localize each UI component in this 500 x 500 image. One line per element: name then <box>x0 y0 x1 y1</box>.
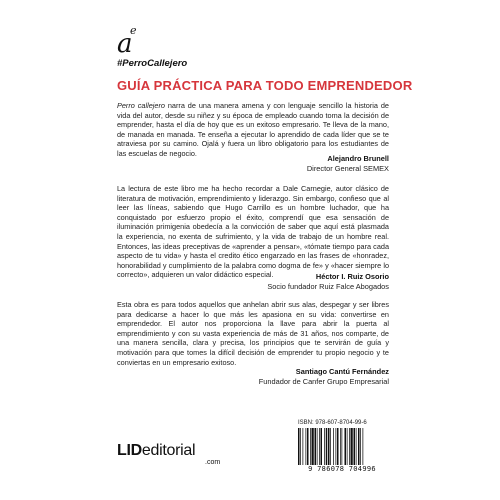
reviewer-role: Director General SEMEX <box>306 164 389 173</box>
barcode-bar <box>319 428 320 466</box>
barcode-bar <box>328 428 330 466</box>
reviewer-role: Socio fundador Ruiz Falce Abogados <box>267 282 389 291</box>
review-signature-2 <box>267 272 389 292</box>
publisher-logo <box>117 442 195 460</box>
reviewer-name: Santiago Cantú Fernández <box>295 367 389 376</box>
headline: GUÍA PRÁCTICA PARA TODO EMPRENDEDOR <box>117 78 413 93</box>
reviewer-name: Alejandro Brunell <box>327 154 389 163</box>
barcode-bar <box>324 428 325 466</box>
barcode-bar <box>303 428 304 466</box>
publisher-logo-lid: LID <box>117 442 142 459</box>
barcode-bar <box>336 428 337 466</box>
monogram-glyph: a <box>117 29 133 56</box>
publisher-logo-editorial: editorial <box>141 442 196 459</box>
barcode-bar <box>356 428 357 466</box>
publisher-logo-com: .com <box>205 459 221 466</box>
reviewer-role: Fundador de Canfer Grupo Empresarial <box>258 377 389 386</box>
barcode-bar <box>354 428 356 466</box>
barcode-bar <box>349 428 350 466</box>
isbn-label: ISBN: 978-607-8704-99-6 <box>298 420 367 426</box>
review-body: narra de una manera amena y con lenguaje sencillo la historia de vida del autor, desde su niñez y su época de empleado cuando toma la decisión de emprender, hasta el día de hoy que es un exitoso empresario. Te lleva de la mano, de manada en manada. Te enseña a ejecutar lo aprendido de cada líder que se te atraviesa por su camino. Ojalá y fuera un libro obligatorio para los estudiantes de las escuelas de negocio. <box>117 101 389 158</box>
review-body: Esta obra es para todos aquellos que anhelan abrir sus alas, despegar y ser libres para dedicarse a hacer lo que más les apasiona en su vida: convertirse en emprendedor. El autor nos proporciona la llave para abrir la puerta al emprendimiento y con su vasta experiencia de más de 31 años, nos comparte, de una manera sencilla, clara y precisa, los principios que te servirán de guía y motivación para que tomes la difícil decisión de emprender tu propio negocio y te conviertas en un empresario exitoso. <box>117 300 389 367</box>
barcode-bar <box>337 428 339 466</box>
barcode-bar <box>326 428 328 466</box>
publisher-monogram-icon <box>117 22 139 56</box>
barcode-bar <box>321 428 323 466</box>
hashtag: #PerroCallejero <box>117 58 188 69</box>
review-text-3 <box>117 300 389 367</box>
barcode-bar <box>333 428 334 466</box>
barcode-bar <box>310 428 311 466</box>
barcode-bar <box>315 428 317 466</box>
reviewer-name: Héctor I. Ruiz Osorio <box>315 272 389 281</box>
barcode-bar <box>363 428 364 466</box>
barcode-digits: 9 786078 704996 <box>296 465 388 473</box>
barcode-bar <box>312 428 314 466</box>
review-signature-1 <box>307 154 389 174</box>
barcode-bar <box>360 428 361 466</box>
barcode-bar <box>347 428 348 466</box>
barcode-bar <box>300 428 301 466</box>
barcode-bar <box>340 428 341 466</box>
barcode-bar <box>330 428 331 466</box>
review-text-2 <box>117 184 389 280</box>
review-body: La lectura de este libro me ha hecho recordar a Dale Carnegie, autor clásico de literatura de motivación, emprendimiento y liderazgo. Sin embargo, confieso que al leer las líneas, sabiendo que Hugo Carrillo es un hombre luchador, que ha conquistado por esfuerzo propio el éxito, comprendí que esa sensación de iluminación primigenia obedecía a la convicción de saber que aquí está plasmada la experiencia, no exenta de sufrimiento, y la vida de trabajo de un hombre real. Entonces, las ideas preceptivas de «aprender a pensar», «tómate tiempo para cada aspecto de tu vida» y hasta el credito ético engarzado en las frases de «honradez, honorabilidad y cumplimiento de la palabra como dogma de fe» y «hacer siempre lo correcto», adquieren un valor didáctico especial. <box>117 184 389 280</box>
barcode-bar <box>342 428 343 466</box>
review-book-title: Perro callejero <box>117 101 165 110</box>
barcode-bar <box>317 428 318 466</box>
barcode-bar <box>358 428 360 466</box>
review-text-1 <box>117 101 389 159</box>
barcode-bar <box>298 428 300 466</box>
barcode-bar <box>345 428 347 466</box>
barcode-bar <box>306 428 307 466</box>
monogram-superscript: e <box>130 24 137 37</box>
barcode-bar <box>351 428 353 466</box>
barcode-bar <box>307 428 309 466</box>
review-signature-3 <box>259 367 389 387</box>
